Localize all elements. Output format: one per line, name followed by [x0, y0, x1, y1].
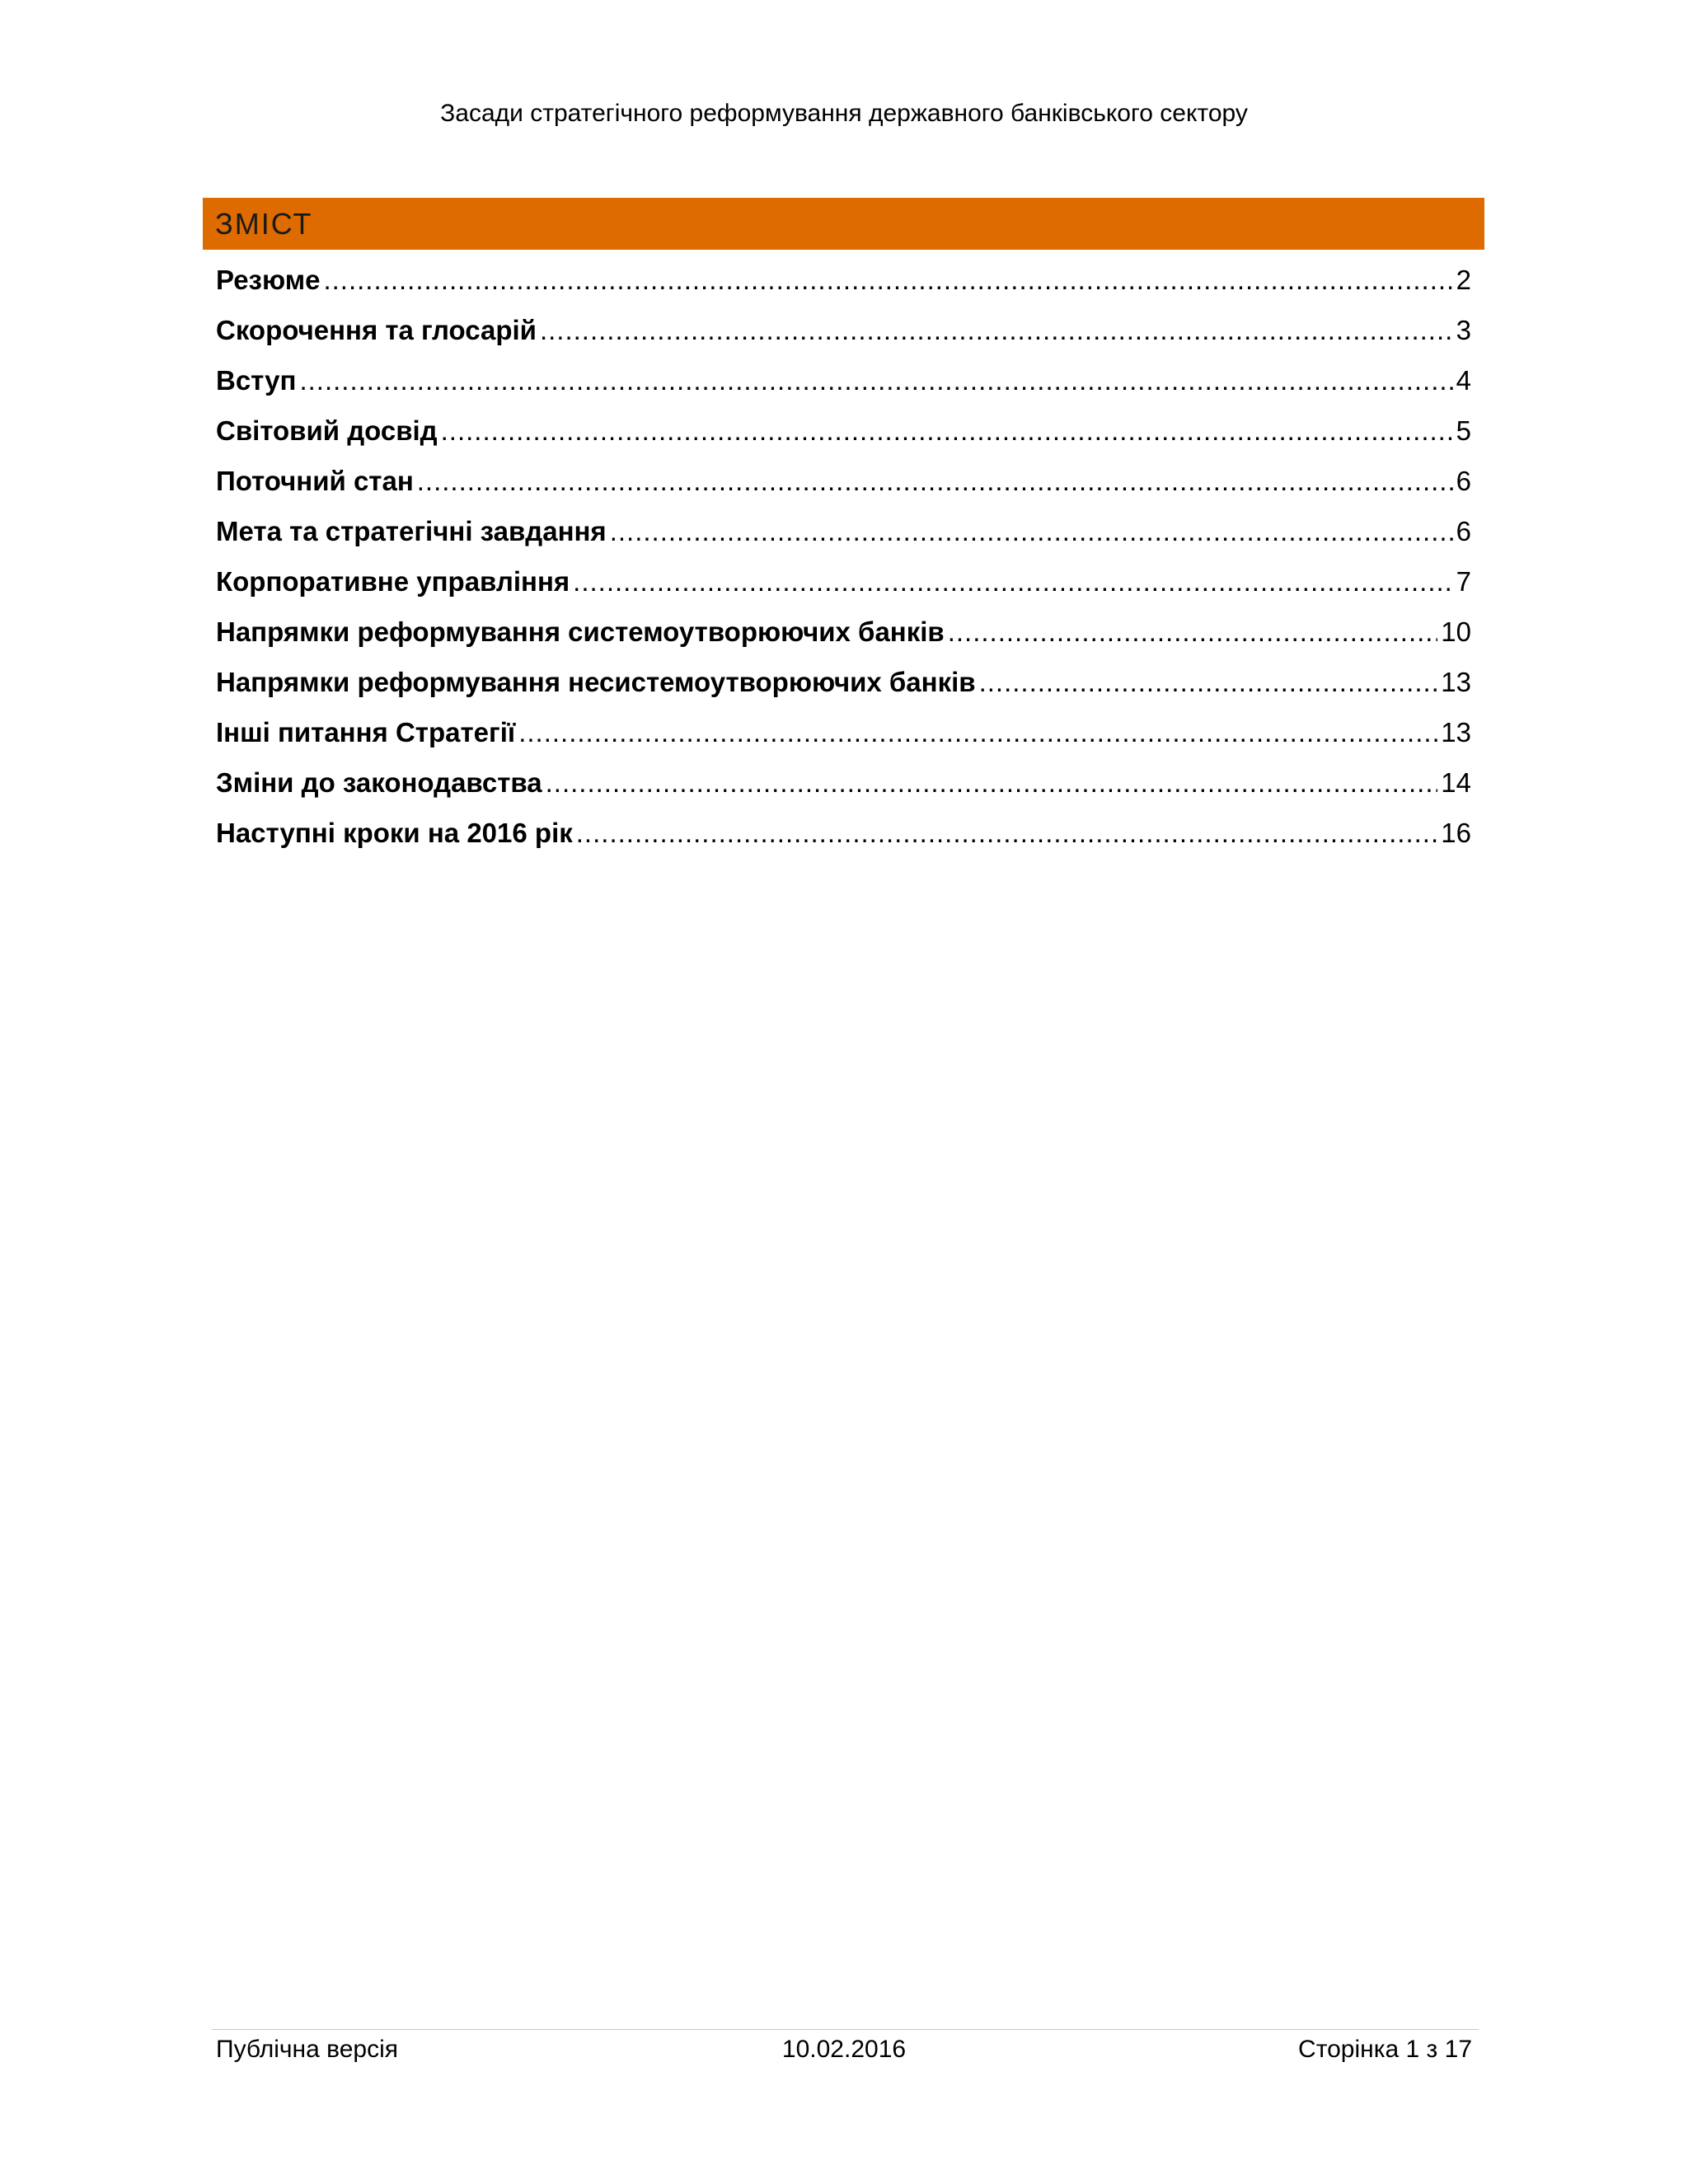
- toc-entry-page: 10: [1441, 616, 1471, 647]
- footer-version: Публічна версія: [216, 2036, 399, 2063]
- toc-entry-label: Напрямки реформування системоутворюючих банків: [216, 616, 945, 647]
- toc-entry-page: 6: [1456, 466, 1471, 496]
- toc-entry-systemic-banks[interactable]: [216, 612, 1471, 662]
- toc-dot-leader: [573, 561, 1452, 602]
- toc-entry-label: Поточний стан: [216, 466, 414, 496]
- toc-entry-label: Вступ: [216, 365, 297, 396]
- footer-page-number: Сторінка 1 з 17: [1298, 2036, 1472, 2063]
- toc-entry-label: Напрямки реформування несистемоутворюючих банків: [216, 667, 976, 697]
- toc-entry-label: Корпоративне управління: [216, 566, 570, 597]
- toc-dot-leader: [540, 310, 1453, 351]
- toc-entry-page: 2: [1456, 265, 1471, 295]
- table-of-contents: [216, 260, 1471, 863]
- toc-entry-label: Інші питання Стратегії: [216, 717, 516, 748]
- toc-entry-label: Зміни до законодавства: [216, 767, 542, 798]
- toc-entry-page: 13: [1441, 717, 1471, 748]
- toc-entry-abbreviations[interactable]: [216, 310, 1471, 360]
- toc-entry-world-experience[interactable]: [216, 410, 1471, 461]
- toc-entry-page: 6: [1456, 516, 1471, 546]
- toc-dot-leader: [518, 712, 1437, 753]
- toc-entry-goals[interactable]: [216, 511, 1471, 561]
- toc-entry-current-state[interactable]: [216, 461, 1471, 511]
- toc-dot-leader: [323, 260, 1452, 301]
- toc-title: ЗМІСТ: [203, 198, 1484, 250]
- page-footer: [216, 2032, 1472, 2067]
- toc-entry-legislation-changes[interactable]: [216, 762, 1471, 813]
- running-header: Засади стратегічного реформування державного банківського сектору: [440, 100, 1248, 127]
- toc-entry-label: Скорочення та глосарій: [216, 315, 537, 345]
- toc-dot-leader: [948, 612, 1438, 653]
- toc-entry-page: 4: [1456, 365, 1471, 396]
- toc-entry-introduction[interactable]: [216, 360, 1471, 410]
- footer-divider: [212, 2029, 1479, 2030]
- toc-entry-next-steps[interactable]: [216, 813, 1471, 863]
- toc-entry-page: 14: [1441, 767, 1471, 798]
- toc-dot-leader: [610, 511, 1453, 552]
- toc-dot-leader: [576, 813, 1438, 854]
- toc-entry-other-issues[interactable]: [216, 712, 1471, 762]
- toc-entry-label: Наступні кроки на 2016 рік: [216, 818, 573, 848]
- toc-entry-resume[interactable]: [216, 260, 1471, 310]
- toc-dot-leader: [441, 410, 1453, 452]
- toc-dot-leader: [417, 461, 1453, 502]
- toc-dot-leader: [979, 662, 1438, 703]
- toc-entry-non-systemic-banks[interactable]: [216, 662, 1471, 712]
- toc-dot-leader: [299, 360, 1452, 401]
- toc-entry-label: Резюме: [216, 265, 321, 295]
- toc-entry-page: 16: [1441, 818, 1471, 848]
- toc-dot-leader: [546, 762, 1438, 804]
- toc-entry-page: 13: [1441, 667, 1471, 697]
- toc-entry-page: 5: [1456, 415, 1471, 446]
- toc-entry-page: 3: [1456, 315, 1471, 345]
- toc-entry-label: Світовий досвід: [216, 415, 438, 446]
- footer-date: 10.02.2016: [781, 2036, 907, 2063]
- toc-entry-page: 7: [1456, 566, 1471, 597]
- toc-entry-corporate-governance[interactable]: [216, 561, 1471, 612]
- toc-entry-label: Мета та стратегічні завдання: [216, 516, 607, 546]
